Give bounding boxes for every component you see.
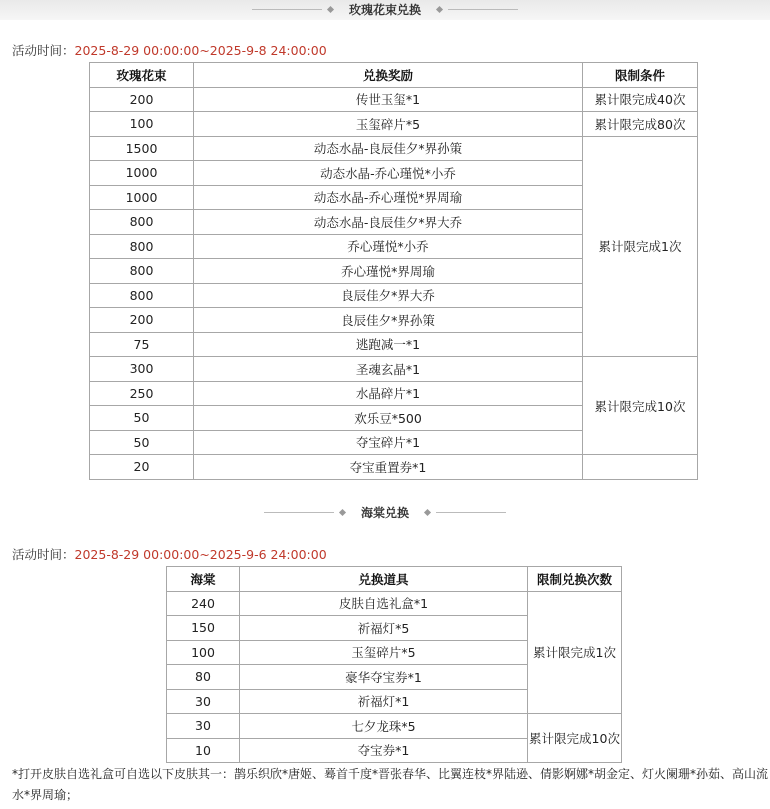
reward-cell: 夺宝重置券*1 [194,455,583,480]
reward-cell: 欢乐豆*500 [194,406,583,431]
activity-time-rose [12,41,327,59]
reward-cell: 动态水晶-乔心瑾悦*小乔 [194,161,583,186]
reward-cell: 七夕龙珠*5 [240,714,528,739]
cost-cell: 250 [90,381,194,406]
reward-cell: 逃跑减一*1 [194,332,583,357]
reward-cell: 圣魂玄晶*1 [194,357,583,382]
cost-cell: 10 [167,738,240,763]
skin-selection-note: *打开皮肤自选礼盒可自选以下皮肤其一：鹊乐织欣*唐姬、蓦首千度*晋张春华、比翼连枝*界陆逊、倩影婀娜*胡金定、灯火阑珊*孙茹、高山流水*界周瑜； [12,767,769,802]
cost-cell: 800 [90,259,194,284]
reward-cell: 豪华夺宝券*1 [240,665,528,690]
cost-cell: 80 [167,665,240,690]
header-cost: 海棠 [167,567,240,592]
cost-cell: 30 [167,689,240,714]
table-row [90,87,698,112]
cost-cell: 150 [167,616,240,641]
table-row [90,136,698,161]
cost-cell: 1000 [90,185,194,210]
table-row [90,112,698,137]
cost-cell: 20 [90,455,194,480]
cost-cell: 100 [90,112,194,137]
diamond-icon [424,508,431,515]
section-title-rose [0,0,770,19]
diamond-icon [339,508,346,515]
reward-cell: 良辰佳夕*界孙策 [194,308,583,333]
reward-cell: 玉玺碎片*5 [194,112,583,137]
reward-cell: 玉玺碎片*5 [240,640,528,665]
activity-label: 活动时间： [12,547,75,562]
cost-cell: 800 [90,234,194,259]
reward-cell: 皮肤自选礼盒*1 [240,591,528,616]
header-limit: 限制条件 [583,63,698,88]
cost-cell: 240 [167,591,240,616]
table-header-row [167,567,622,592]
reward-cell: 祈福灯*1 [240,689,528,714]
section-title-text: 玫瑰花束兑换 [348,2,421,17]
reward-cell: 夺宝碎片*1 [194,430,583,455]
haitang-exchange-table [166,566,622,763]
header-limit: 限制兑换次数 [528,567,622,592]
reward-cell: 祈福灯*5 [240,616,528,641]
activity-time-value: 2025-8-29 00:00:00~2025-9-8 24:00:00 [74,43,327,58]
activity-time-value: 2025-8-29 00:00:00~2025-9-6 24:00:00 [74,547,327,562]
cost-cell: 50 [90,406,194,431]
cost-cell: 1000 [90,161,194,186]
limit-cell: 累计限完成10次 [583,357,698,455]
limit-cell: 累计限完成1次 [583,136,698,357]
table-row [90,455,698,480]
activity-label: 活动时间： [12,43,75,58]
cost-cell: 200 [90,308,194,333]
reward-cell: 夺宝券*1 [240,738,528,763]
section-title-haitang [0,502,770,522]
limit-cell: 累计限完成10次 [528,714,622,763]
cost-cell: 1500 [90,136,194,161]
cost-cell: 300 [90,357,194,382]
cost-cell: 50 [90,430,194,455]
table-row [167,591,622,616]
title-divider-left [252,9,322,10]
header-reward: 兑换奖励 [194,63,583,88]
reward-cell: 动态水晶-良辰佳夕*界孙策 [194,136,583,161]
header-reward: 兑换道具 [240,567,528,592]
header-cost: 玫瑰花束 [90,63,194,88]
table-row [90,357,698,382]
rose-exchange-table [89,62,698,480]
limit-cell [583,455,698,480]
cost-cell: 30 [167,714,240,739]
cost-cell: 800 [90,283,194,308]
cost-cell: 75 [90,332,194,357]
reward-cell: 乔心瑾悦*界周瑜 [194,259,583,284]
reward-cell: 动态水晶-良辰佳夕*界大乔 [194,210,583,235]
limit-cell: 累计限完成1次 [528,591,622,714]
reward-cell: 乔心瑾悦*小乔 [194,234,583,259]
title-divider-right [436,512,506,513]
title-divider-left [264,512,334,513]
reward-cell: 良辰佳夕*界大乔 [194,283,583,308]
table-row [167,714,622,739]
reward-cell: 动态水晶-乔心瑾悦*界周瑜 [194,185,583,210]
cost-cell: 800 [90,210,194,235]
activity-time-haitang [12,545,327,563]
diamond-icon [436,5,443,12]
section-title-text: 海棠兑换 [360,505,409,520]
reward-cell: 传世玉玺*1 [194,87,583,112]
cost-cell: 100 [167,640,240,665]
cost-cell: 200 [90,87,194,112]
limit-cell: 累计限完成40次 [583,87,698,112]
reward-cell: 水晶碎片*1 [194,381,583,406]
limit-cell: 累计限完成80次 [583,112,698,137]
diamond-icon [327,5,334,12]
table-header-row [90,63,698,88]
title-divider-right [448,9,518,10]
